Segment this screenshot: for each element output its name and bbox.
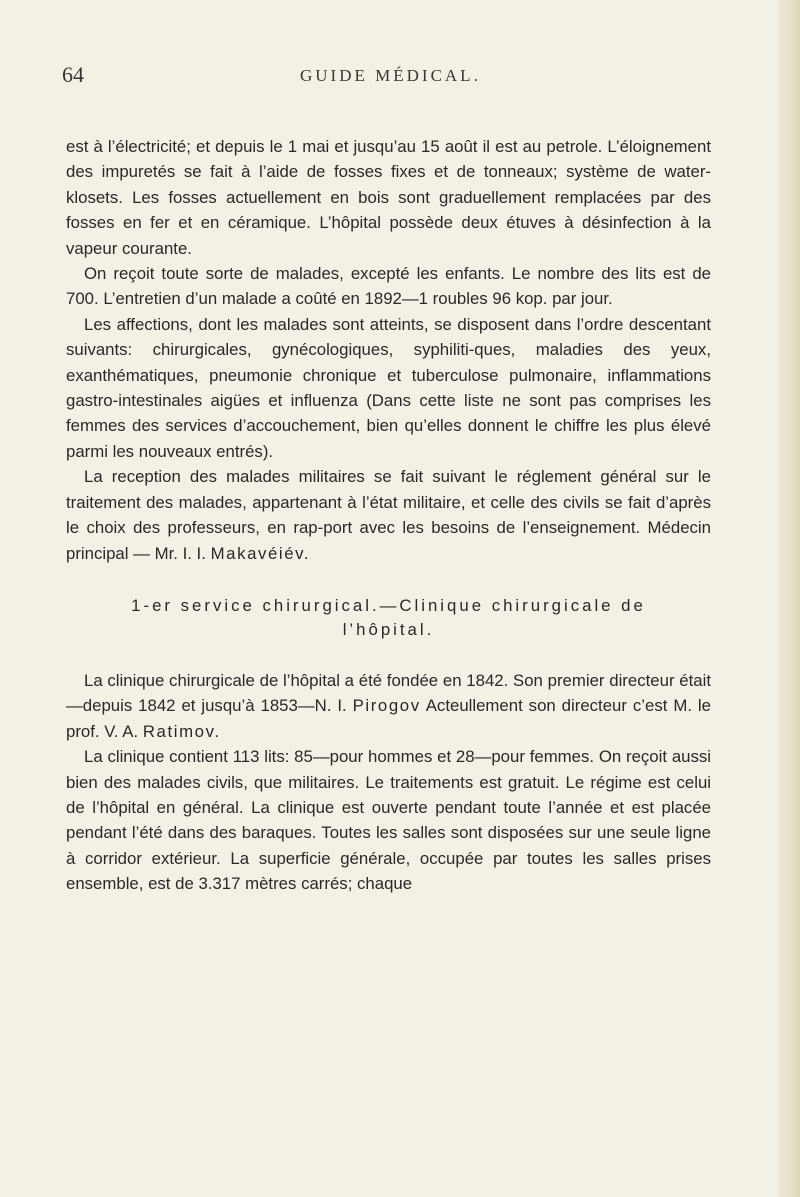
- page-number: 64: [62, 62, 84, 87]
- section-heading: [66, 594, 711, 642]
- paragraph-2: On reçoit toute sorte de malades, excepté les enfants. Le nombre des lits est de 700. L’entretien d’un malade a coûté en 1892—1 roubles 96 kop. par jour.: [66, 264, 711, 309]
- paragraph-3: Les affections, dont les malades sont atteints, se disposent dans l’ordre descentant suivants: chirurgicales, gynécologiques, syphiliti-ques, maladies des yeux, exanthématiques, pneumonie chronique et tuberculose pulmonaire, inflammations gastro-intestinales aigües et influenza (Dans cette liste ne sont pas comprises les femmes des services d’accouchement, bien qu’elles donnent le chiffre les plus élevé parmi les nouveaux entrés).: [66, 314, 711, 461]
- paragraph-4: [66, 464, 711, 566]
- paragraph-6: La clinique contient 113 lits: 85—pour hommes et 28—pour femmes. On reçoit aussi bien des malades civils, que militaires. Le traitements est gratuit. Le régime est celui de l’hôpital en général. La clinique est ouverte pendant toute l’année et est placée pendant l’été dans des baraques. Toutes les salles sont disposées sur une seule ligne à corridor extérieur. La superficie générale, occupée par toutes les salles prises ensemble, est de 3.317 mètres carrés; chaque: [66, 747, 711, 894]
- person-name: Pirogov: [352, 696, 421, 716]
- paragraph-4-text: La reception des malades militaires se fait suivant le réglement général sur le traitement des malades, appartenant à l’état militaire, et celle des civils se fait d’après le choix des professeurs, en rap-port avec les besoins de l’enseignement. Médecin principal — Mr. I. I.: [66, 467, 711, 563]
- page-header: [0, 62, 800, 92]
- page-edge: [778, 0, 800, 1197]
- person-name: Ratimov.: [142, 721, 221, 741]
- paragraph-5-text-2: Acteullement son directeur c’est M. le prof. V. A.: [66, 696, 711, 741]
- person-name: Makavéiév.: [210, 543, 311, 563]
- paragraph-1: est à l’électricité; et depuis le 1 mai et jusqu’au 15 août il est au petrole. L’éloignement des impuretés se fait à l’aide de fosses fixes et de tonneaux; système de water-klosets. Les fosses actuellement en bois sont graduellement remplacées par des fosses en fer et en céramique. L’hôpital possède deux étuves à désinfection à la vapeur courante.: [66, 137, 711, 258]
- section-heading-line-2: l’hôpital.: [342, 619, 435, 639]
- section-heading-line-1: 1-er service chirurgical.—Clinique chirurgicale de: [131, 595, 646, 615]
- paragraph-5: [66, 668, 711, 744]
- paragraph-5-text-1: La clinique chirurgicale de l’hôpital a été fondée en 1842. Son premier directeur était—depuis 1842 et jusqu’à 1853—N. I.: [66, 670, 711, 716]
- running-title: GUIDE MÉDICAL.: [300, 66, 481, 85]
- body-text: [66, 134, 711, 897]
